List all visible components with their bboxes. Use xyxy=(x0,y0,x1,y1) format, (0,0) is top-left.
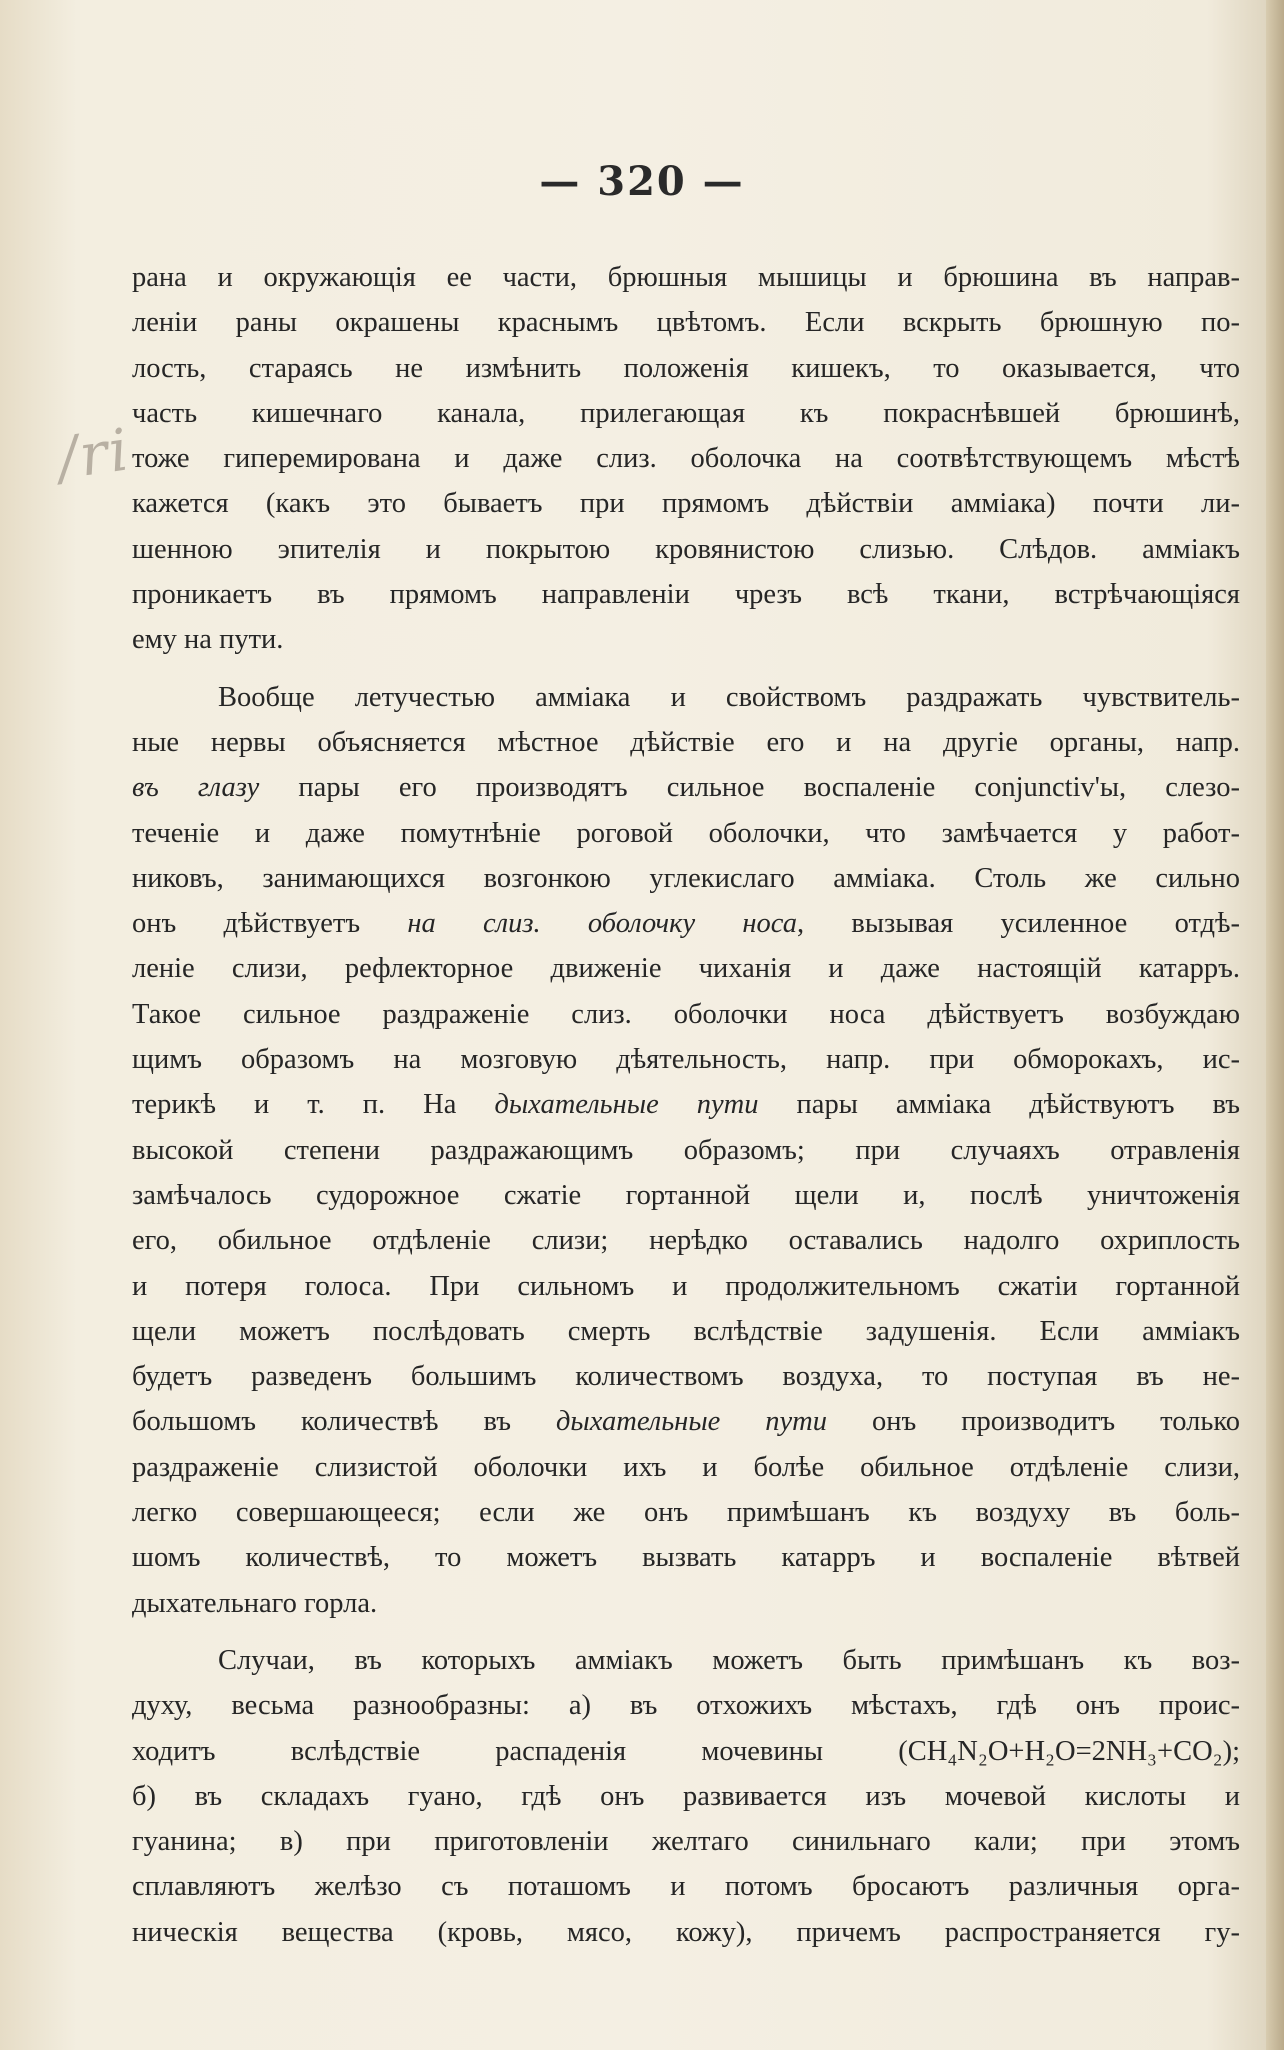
text-line: рана и окружающія ее части, брюшныя мышицы и брюшина въ направ- xyxy=(132,262,1240,293)
text-line: легко совершающееся; если же онъ примѣшанъ къ воздуху въ боль- xyxy=(132,1497,1240,1529)
margin-handwriting: /ri xyxy=(53,415,135,493)
text-line: лость, стараясь не измѣнить положенія кишекъ, то оказывается, что xyxy=(132,352,1240,384)
text-line: духу, весьма разнообразны: а) въ отхожихъ мѣстахъ, гдѣ онъ проис- xyxy=(132,1690,1240,1722)
text-line: ему на пути. xyxy=(132,624,284,656)
text-line: б) въ складахъ гуано, гдѣ онъ развивается изъ мочевой кислоты и xyxy=(132,1780,1240,1812)
text-line: часть кишечнаго канала, прилегающая къ покраснѣвшей брюшинѣ, xyxy=(132,397,1240,429)
text-line: ническія вещества (кровь, мясо, кожу), причемъ распространяется гу- xyxy=(132,1916,1240,1948)
text-line: Такое сильное раздраженіе слиз. оболочки носа дѣйствуетъ возбуждаю xyxy=(132,998,1240,1030)
page-edge xyxy=(1266,0,1284,2050)
text-line: ные нервы объясняется мѣстное дѣйствіе его и на другіе органы, напр. xyxy=(132,726,1240,758)
paragraph-2 xyxy=(132,675,1240,1626)
text-line: сплавляютъ желѣзо съ поташомъ и потомъ бросаютъ различныя орга- xyxy=(132,1871,1240,1903)
text-line: ходитъ вслѣдствіе распаденія мочевины (CH₄N₂O+H₂O=2NH₃+CO₂); xyxy=(132,1735,1240,1767)
text-line: замѣчалось судорожное сжатіе гортанной щели и, послѣ уничтоженія xyxy=(132,1179,1240,1211)
text-line: леніе слизи, рефлекторное движеніе чиханія и даже настоящій катарръ. xyxy=(132,953,1240,985)
text-line: въ глазу пары его производятъ сильное воспаленіе conjunctiv'ы, слезо- xyxy=(132,772,1240,804)
text-line: кажется (какъ это бываетъ при прямомъ дѣйствіи амміака) почти ли- xyxy=(132,488,1240,520)
text-line: его, обильное отдѣленіе слизи; нерѣдко оставались надолго охриплость xyxy=(132,1225,1240,1257)
text-line: шенною эпителія и покрытою кровянистою слизью. Слѣдов. амміакъ xyxy=(132,533,1240,565)
body-text xyxy=(132,255,1240,1955)
text-line: и потеря голоса. При сильномъ и продолжительномъ сжатіи гортанной xyxy=(132,1270,1240,1302)
text-line: щели можетъ послѣдовать смерть вслѣдствіе задушенія. Если амміакъ xyxy=(132,1315,1240,1347)
text-line: шомъ количествѣ, то можетъ вызвать катарръ и воспаленіе вѣтвей xyxy=(132,1542,1240,1574)
text-line: Случаи, въ которыхъ амміакъ можетъ быть примѣшанъ къ воз- xyxy=(218,1644,1240,1676)
paragraph-1 xyxy=(132,255,1240,663)
text-line: будетъ разведенъ большимъ количествомъ воздуха, то поступая въ не- xyxy=(132,1361,1240,1393)
page-number: — 320 — xyxy=(539,158,745,205)
text-line: леніи раны окрашены краснымъ цвѣтомъ. Если вскрыть брюшную по- xyxy=(132,307,1240,339)
text-line: высокой степени раздражающимъ образомъ; при случаяхъ отравленія xyxy=(132,1134,1240,1166)
text-line: теченіе и даже помутнѣніе роговой оболочки, что замѣчается у работ- xyxy=(132,817,1240,849)
text-line: щимъ образомъ на мозговую дѣятельность, напр. при обморокахъ, ис- xyxy=(132,1044,1240,1076)
text-line: тоже гиперемирована и даже слиз. оболочка на соотвѣтствующемъ мѣстѣ xyxy=(132,443,1240,475)
text-line: онъ дѣйствуетъ на слиз. оболочку носа, вызывая усиленное отдѣ- xyxy=(132,908,1240,940)
text-line: никовъ, занимающихся возгонкою углекислаго амміака. Столь же сильно xyxy=(132,862,1240,894)
text-line: большомъ количествѣ въ дыхательные пути онъ производитъ только xyxy=(132,1406,1240,1438)
text-line: Вообще летучестью амміака и свойствомъ раздражать чувствитель- xyxy=(218,681,1240,713)
text-line: раздраженіе слизистой оболочки ихъ и болѣе обильное отдѣленіе слизи, xyxy=(132,1451,1240,1483)
text-line: проникаетъ въ прямомъ направленіи чрезъ всѣ ткани, встрѣчающіяся xyxy=(132,579,1240,611)
text-line: гуанина; в) при приготовленіи желтаго синильнаго кали; при этомъ xyxy=(132,1826,1240,1858)
paragraph-3 xyxy=(132,1638,1240,1955)
text-line: терикѣ и т. п. На дыхательные пути пары амміака дѣйствуютъ въ xyxy=(132,1089,1240,1121)
text-line: дыхательнаго горла. xyxy=(132,1587,378,1619)
